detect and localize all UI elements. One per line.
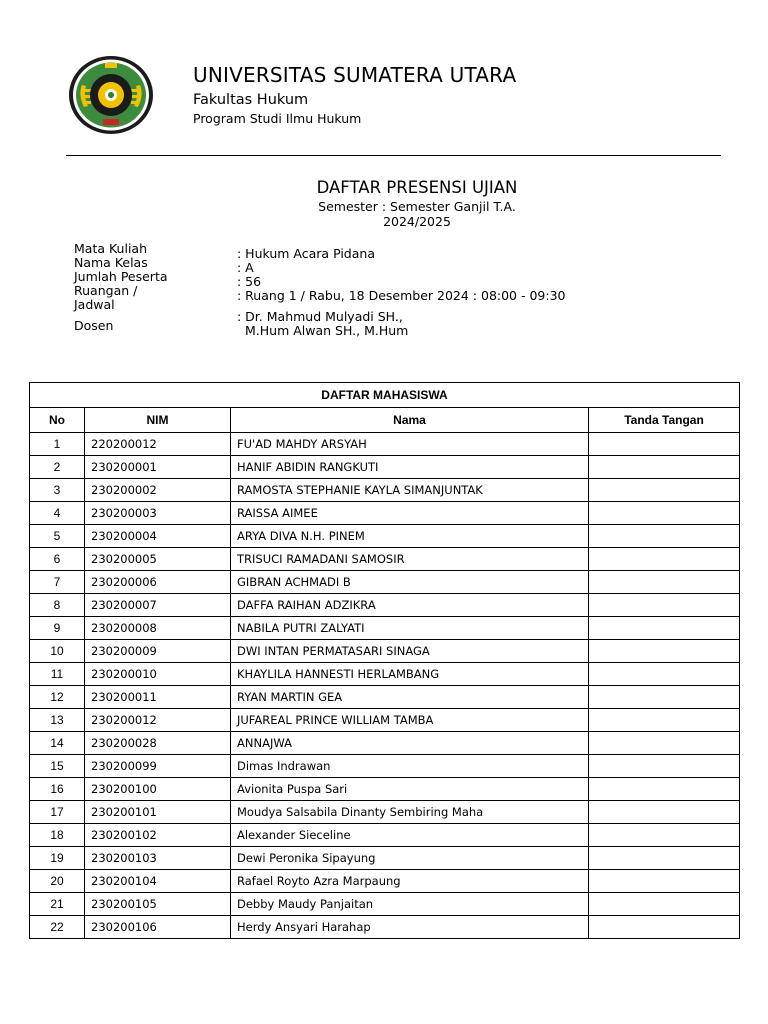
signature-cell [589, 686, 740, 709]
table-row [30, 502, 740, 525]
signature-cell [589, 916, 740, 939]
signature-cell [589, 548, 740, 571]
signature-cell [589, 801, 740, 824]
table-row [30, 778, 740, 801]
student-name: Dimas Indrawan [231, 755, 589, 778]
student-name: HANIF ABIDIN RANGKUTI [231, 456, 589, 479]
table-row [30, 847, 740, 870]
student-name: ANNAJWA [231, 732, 589, 755]
student-name: Avionita Puspa Sari [231, 778, 589, 801]
student-name: DAFFA RAIHAN ADZIKRA [231, 594, 589, 617]
row-number: 20 [30, 870, 85, 893]
table-title: DAFTAR MAHASISWA [30, 383, 740, 408]
table-row [30, 594, 740, 617]
signature-cell [589, 847, 740, 870]
column-header-nama: Nama [231, 408, 589, 433]
signature-cell [589, 663, 740, 686]
student-nim: 230200011 [85, 686, 231, 709]
column-header-signature: Tanda Tangan [589, 408, 740, 433]
signature-cell [589, 502, 740, 525]
signature-cell [589, 617, 740, 640]
row-number: 3 [30, 479, 85, 502]
row-number: 21 [30, 893, 85, 916]
student-name: Dewi Peronika Sipayung [231, 847, 589, 870]
signature-cell [589, 640, 740, 663]
student-name: Rafael Royto Azra Marpaung [231, 870, 589, 893]
university-seal-icon [68, 55, 154, 135]
student-nim: 230200106 [85, 916, 231, 939]
row-number: 6 [30, 548, 85, 571]
student-nim: 230200101 [85, 801, 231, 824]
student-nim: 230200012 [85, 709, 231, 732]
student-name: Moudya Salsabila Dinanty Sembiring Maha [231, 801, 589, 824]
signature-cell [589, 709, 740, 732]
table-row [30, 548, 740, 571]
table-row [30, 571, 740, 594]
signature-cell [589, 479, 740, 502]
student-nim: 220200012 [85, 433, 231, 456]
signature-cell [589, 571, 740, 594]
table-row [30, 686, 740, 709]
student-nim: 230200028 [85, 732, 231, 755]
value-class: : A [237, 260, 254, 275]
table-row [30, 755, 740, 778]
student-nim: 230200099 [85, 755, 231, 778]
row-number: 4 [30, 502, 85, 525]
signature-cell [589, 778, 740, 801]
student-nim: 230200004 [85, 525, 231, 548]
row-number: 13 [30, 709, 85, 732]
row-number: 14 [30, 732, 85, 755]
row-number: 2 [30, 456, 85, 479]
signature-cell [589, 732, 740, 755]
student-name: NABILA PUTRI ZALYATI [231, 617, 589, 640]
signature-cell [589, 594, 740, 617]
student-name: FU'AD MAHDY ARSYAH [231, 433, 589, 456]
table-row [30, 525, 740, 548]
row-number: 8 [30, 594, 85, 617]
student-nim: 230200104 [85, 870, 231, 893]
table-row [30, 801, 740, 824]
student-nim: 230200006 [85, 571, 231, 594]
student-name: RAMOSTA STEPHANIE KAYLA SIMANJUNTAK [231, 479, 589, 502]
student-nim: 230200105 [85, 893, 231, 916]
study-program: Program Studi Ilmu Hukum [193, 111, 362, 126]
academic-year: 2024/2025 [383, 214, 451, 229]
column-header-nim: NIM [85, 408, 231, 433]
student-nim: 230200100 [85, 778, 231, 801]
label-schedule: Jadwal [74, 297, 115, 312]
student-name: DWI INTAN PERMATASARI SINAGA [231, 640, 589, 663]
student-name: RYAN MARTIN GEA [231, 686, 589, 709]
row-number: 9 [30, 617, 85, 640]
table-row [30, 824, 740, 847]
row-number: 15 [30, 755, 85, 778]
row-number: 18 [30, 824, 85, 847]
student-nim: 230200001 [85, 456, 231, 479]
signature-cell [589, 755, 740, 778]
row-number: 22 [30, 916, 85, 939]
table-row [30, 456, 740, 479]
student-nim: 230200003 [85, 502, 231, 525]
label-class: Nama Kelas [74, 255, 148, 270]
document-title: DAFTAR PRESENSI UJIAN [316, 178, 518, 197]
row-number: 10 [30, 640, 85, 663]
student-nim: 230200002 [85, 479, 231, 502]
table-row [30, 916, 740, 939]
table-row [30, 709, 740, 732]
signature-cell [589, 893, 740, 916]
row-number: 1 [30, 433, 85, 456]
semester-line: Semester : Semester Ganjil T.A. [318, 199, 516, 214]
table-row [30, 870, 740, 893]
student-table [29, 382, 740, 939]
student-name: ARYA DIVA N.H. PINEM [231, 525, 589, 548]
signature-cell [589, 870, 740, 893]
row-number: 17 [30, 801, 85, 824]
student-name: Herdy Ansyari Harahap [231, 916, 589, 939]
label-room: Ruangan / [74, 283, 138, 298]
value-participants: : 56 [237, 274, 262, 289]
student-nim: 230200008 [85, 617, 231, 640]
student-nim: 230200103 [85, 847, 231, 870]
signature-cell [589, 456, 740, 479]
table-row [30, 640, 740, 663]
table-row [30, 732, 740, 755]
student-name: TRISUCI RAMADANI SAMOSIR [231, 548, 589, 571]
table-body [30, 433, 740, 939]
value-course: : Hukum Acara Pidana [237, 246, 375, 261]
university-name: UNIVERSITAS SUMATERA UTARA [193, 63, 517, 87]
row-number: 5 [30, 525, 85, 548]
student-nim: 230200007 [85, 594, 231, 617]
row-number: 19 [30, 847, 85, 870]
student-nim: 230200102 [85, 824, 231, 847]
table-row [30, 479, 740, 502]
student-nim: 230200009 [85, 640, 231, 663]
student-name: KHAYLILA HANNESTI HERLAMBANG [231, 663, 589, 686]
signature-cell [589, 525, 740, 548]
student-nim: 230200005 [85, 548, 231, 571]
student-name: Alexander Sieceline [231, 824, 589, 847]
column-header-no: No [30, 408, 85, 433]
student-name: JUFAREAL PRINCE WILLIAM TAMBA [231, 709, 589, 732]
row-number: 11 [30, 663, 85, 686]
student-name: Debby Maudy Panjaitan [231, 893, 589, 916]
value-lecturer-line1: : Dr. Mahmud Mulyadi SH., [237, 309, 403, 324]
signature-cell [589, 824, 740, 847]
student-name: RAISSA AIMEE [231, 502, 589, 525]
student-name: GIBRAN ACHMADI B [231, 571, 589, 594]
table-row [30, 617, 740, 640]
label-participants: Jumlah Peserta [74, 269, 168, 284]
table-row [30, 893, 740, 916]
table-row [30, 663, 740, 686]
value-room-schedule: : Ruang 1 / Rabu, 18 Desember 2024 : 08:00 - 09:30 [237, 288, 566, 303]
row-number: 12 [30, 686, 85, 709]
header-divider [66, 155, 721, 156]
row-number: 16 [30, 778, 85, 801]
label-lecturer: Dosen [74, 318, 114, 333]
student-nim: 230200010 [85, 663, 231, 686]
faculty-name: Fakultas Hukum [193, 92, 309, 108]
row-number: 7 [30, 571, 85, 594]
label-course: Mata Kuliah [74, 241, 148, 256]
table-row [30, 433, 740, 456]
value-lecturer-line2: M.Hum Alwan SH., M.Hum [245, 323, 409, 338]
signature-cell [589, 433, 740, 456]
